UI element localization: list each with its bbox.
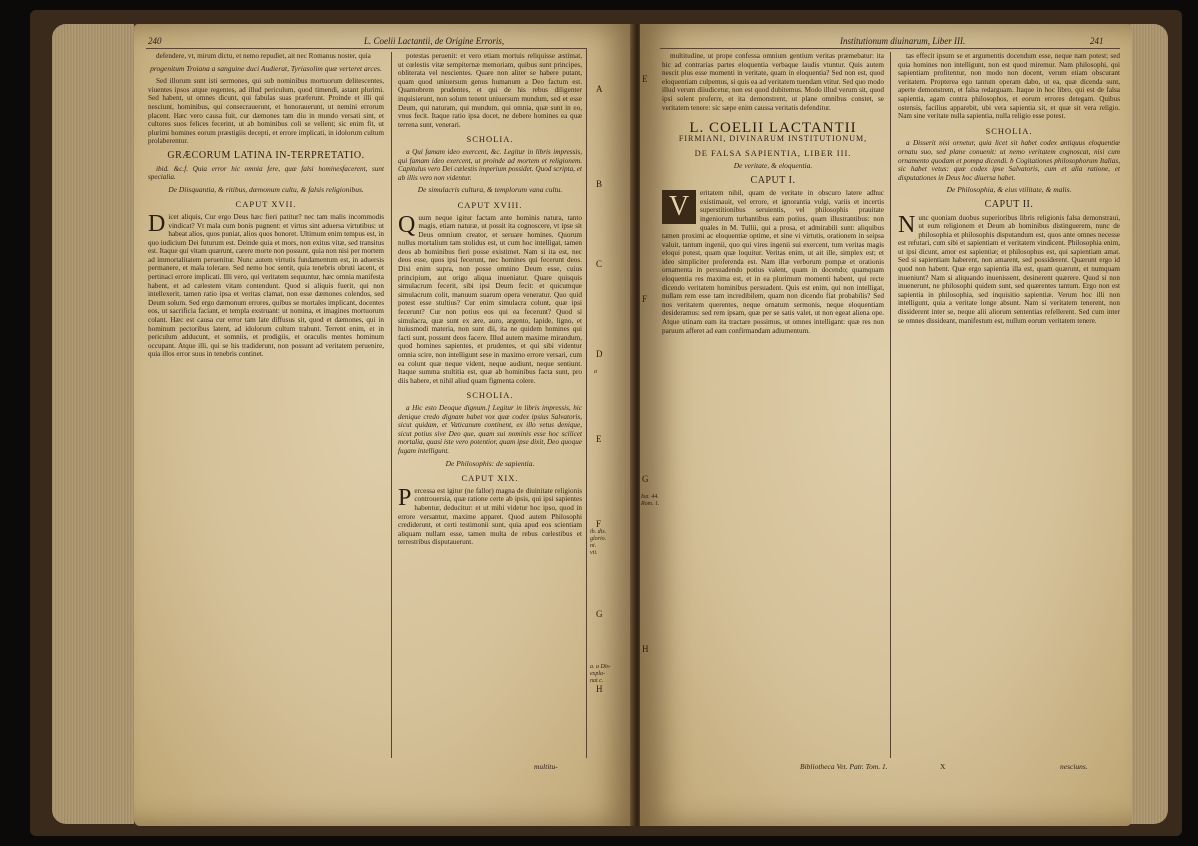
drop-cap: D (148, 210, 166, 237)
margin-letter: H (642, 644, 649, 654)
margin-note: a (594, 369, 597, 375)
chapter-body: Nunc quoniam duobus superioribus libris religionis falsa demonstraui, ut eum religionem et Deum ab hominibus distinguerem, nunc de philosophia et philosophis disputandum est, quos ante omnes necesse est refutari, cum sibi et sapientiam et veritatem vindicent. Philosophia enim, ut ipsi dicunt, amor est sapientiæ; et philosophus est, qui sapientiam amat. Sed si sapientiam haberent, non amarent, sed possiderent. Quærunt ergo id quod non habent. Quæ ergo sapientia illa est, quam quærunt, et numquam inueniunt? Nam si aliquando inuenissent, desinerent quærere. Quod si non inuenerunt, ne philosophi quidem sunt, sed quærentes tantum. Ergo non est sapientia in philosophia, sed inquisitio sapientiæ. Verum hoc illi non intelligunt, quia a veritate longe absunt. Nam si veritatem tenerent, non dissiderent inter se, neque alii aliorum sententias refellerent. Sed cum inter se omnes dissideant, manifestum est, nullum eorum veritatem tenere. (898, 211, 1120, 325)
running-head: L. Coelii Lactantii, de Origine Erroris, (364, 36, 505, 46)
chapter-heading: CAPUT XVII. (235, 199, 297, 210)
footer-signature-line: Bibliotheca Vet. Patr. Tom. 1. (800, 762, 888, 771)
head-rule (146, 48, 586, 49)
chapter-heading: CAPUT XIX. (461, 473, 519, 484)
margin-rule (586, 48, 587, 758)
drop-cap: Q (398, 211, 416, 238)
margin-letter: F (642, 294, 648, 304)
margin-note: Isa. 44. Rom. 1. (641, 494, 660, 507)
margin-letter: G (642, 474, 649, 484)
margin-letter: E (642, 74, 648, 84)
right-column-1 (662, 52, 884, 756)
margin-letter: B (596, 179, 603, 189)
left-page (134, 24, 636, 826)
paragraph: multitudine, ut prope confessa omnium gentium veritas præmebatur: ita hic ad contrarias partes eloquentia verbaque laudis vtuntur. Quis autem nescit plus esse momenti in veritate, quam in eloquentia? Sed non est, quod eloquentiam culpemus, si quis ea ad veritatem tuendam vtitur. Sed quo modo illud verum diiudicetur, non est quod dubitemus. Modo illud verum sit, quod ipsi solent proferre, et ita demonstrent, ut plane omnibus constet, se veritatem tenere: sic sæpe enim caussa veritatis defenditur. (662, 52, 884, 112)
right-page (640, 24, 1132, 826)
scholia-text: a Qui famam ideo exercent, &c. Legitur in libris impressis, qui famam ideo exercent, ut proinde ad mortem et religionem. Capitulus vero Dei cælestis imperium possidet. Quod scripta, et ab illis vero non videntur. (398, 147, 582, 182)
chapter-body: Quum neque igitur factam ante hominis natura, tanto magis, etiam naturæ, ut possit ita cognoscere, vt ipse sit Deus omnium creator, et seruare homines. Quorum nullus mortalium tam stolidus est, ut cum hoc intelligat, tamen deos ab hominibus fieri posse existimet. Nam si ita est, nec deos esse, quos ipsi fecerunt, nec homines qui fecerunt deos. Dixi enim supra, non posse omnino Deum esse, cuius principium, aut origo aliqua inueniatur. Quare quisquis simulacrum fecerit, sibi ipsi Deum fecit: et quicumque simulacrum colit, manuum suarum opera veneratur. Quo quid potest esse stultius? Cur enim simulacra colunt, quæ ipsi fecerunt? Cur non potius eos qui ea fecerunt? Quod si simulacra, quæ sunt ex ære, auro, argento, lapide, ligno, et huiusmodi materia, non sunt dii, ita ne quidem homines qui facti sunt, possunt deos facere. Illud autem maxime mirandum, quod homines sapientes, et prudentes, et qui sibi videntur omnia scire, non intelligunt sese in maximo errore versari, cum ea colunt quæ neque vident, neque audiunt, neque sentiunt. Itaque summa stultitia est, quæ ab hominibus facta sunt, pro diis habere, et nihil aliud quam figmenta colere. (398, 211, 582, 385)
page-number: 240 (148, 36, 162, 46)
ornamented-initial: V (662, 190, 696, 224)
book-title-sub: FIRMIANI, DIVINARUM INSTITUTIONUM, (678, 133, 868, 143)
right-column-2 (898, 52, 1120, 756)
margin-letter: C (596, 259, 603, 269)
scholia-note: ibid. &c.f. Quia error hic omnia fere, quæ falsi hominesfacerent, sunt specialia. (148, 164, 384, 182)
page-number: 241 (1090, 36, 1104, 46)
column-rule (890, 52, 891, 758)
page-edges-left (52, 24, 134, 824)
scholia-heading: SCHOLIA. (466, 390, 514, 401)
margin-letter: G (596, 609, 603, 619)
margin-letter: F (596, 519, 602, 529)
chapter-heading: CAPUT II. (984, 198, 1034, 210)
margin-note: ib. dis. glorio. ni. vii. (590, 529, 607, 556)
page-edges-right (1130, 24, 1168, 824)
chapter-subtitle: De veritate, & eloquentia. (733, 160, 813, 170)
paragraph: potestas peruenit: et vero etiam mortuis reliquisse æstimat, ut cœlestis vitæ sempiternæ memoriam, quibus sunt principes, obliterata vel nescientes. Quare non aliter se habere putant, quam quod uniuersum genus humanum a Deo factum est. Quamobrem prudentes, et qui de his rebus diligenter inquisierunt, non solum tenent uniuersum mundum, sed et esse Deum, qui naturam, qui mundum, qui omnia, quæ sunt in eo, vnus fecit. Itaque ratio ipsa docet, ne debere homines ea quæ terrena sunt, venerari. (398, 52, 582, 129)
drop-cap: N (898, 211, 916, 238)
column-rule (391, 52, 392, 758)
chapter-body: Percessa est igitur (ne fallor) magna de diuinitate religionis controuersia, quæ ratione certe ab ipsis, qui ipsi sapientes habentur, deducitur: et ut mihi videtur hoc ipso, quod in errore versantur, maxime apparet. Quod autem Philosophi crediderunt, et certi testimonii sunt, quia apud eos scientiam aliquam nullam esse, tamen multa de rebus cœlestibus et terrestribus disputauerunt. (398, 484, 582, 547)
chapter-body: Dicet aliquis, Cur ergo Deus hæc fieri patitur? nec tam malis incommodis vindicat? Vt mala cum bonis pugnent: et virtus sint aduersa virtutibus: ut habeat alios, quos puniat, alios quos honoret. Ultimum enim tempus est, in quo iudicium Dei futurum est. Deinde quia et mors, non exitus vitæ, sed transitus est. Itaque qui vitam quærunt, carere morte non possunt, quia non nisi per mortem ad immortalitatem peruenitur. Nunc autem virtutis fundamentum est, in aduersis permanere, et mala tolerare. Sed nemo hoc sentit, quia tenebris obruti iacent, et pertinaci errore implicati. Illi vero, qui veritatem sequuntur, hæc omnia manifesta habent, et ad cælestem vitam contendunt. Quod si aliquis fuerit, qui non intellexerit, tamen ratio ipsa et veritas clamat, non esse dæmones colendos, sed Deum solum. Sed ergo dæmonum errores, quibus se mortales implicant, docentes eos, ut sacrificia faciant, et templa exstruant: ut nomina, et imagines mortuorum colant. Hæc est causa cur error tam late diffusus sit, quod et dæmones, qui in hominum pectoribus latent, ad idolorum cultum trahunt. Terrent enim, et in periculum adducunt, et somniis, et prodigiis, et oraculis mentes hominum occupant. Atque illi, qui se his tradiderunt, non possunt ad veritatem peruenire, quia illos error suus in tenebris continet. (148, 210, 384, 359)
margin-letter: E (596, 434, 602, 444)
chapter-heading: CAPUT I. (750, 174, 796, 186)
liber-title: DE FALSA SAPIENTIA, LIBER III. (694, 148, 852, 159)
section-heading: GRÆCORUM LATINA IN-TERPRETATIO. (167, 149, 365, 161)
running-head: Institutionum diuinarum, Liber III. (840, 36, 966, 46)
head-rule (660, 48, 1120, 49)
scholia-heading: SCHOLIA. (985, 125, 1033, 136)
scholia-text: a Hic esto Deoque dignum.] Legitur in libris impressis, hic denique credo dignam habet vox quæ codex ipsius Salvatoris, sicut quidam, et Vaticanum continent, ex illo vetus denique, sicut potius sive Deo que, quam sui nominis esse hoc scilicet mortalia, quasi iste vero potentior, quam ipse dixit, Deo quoque fugam intelligunt. (398, 403, 582, 455)
left-column-1 (148, 52, 384, 756)
catchword: multitu- (534, 762, 558, 771)
paragraph: Sed illorum sunt isti sermones, qui sub nominibus mortuorum delitescentes, viuentes ipsos atque regentes, ad illud periculum, quod timendi, astant plurimi. Sed habent, ut omnes dicunt, qui fabulas suas præferunt. Proinde et illi qui nesciunt, hominibus, qui consecrauerunt, et honorauerunt, ut nemini errorum placent. Hæc vero causa fuit, cur dæmones tam diu in mundo versati sint, et cultores suos felices fecerint, ut ab hominibus coli se vellent; sic enim fit, ut plurimi homines eorum præstigiis decepti, et errore implicati, in idolorum cultum prolaberentur. (148, 77, 384, 146)
chapter-subtitle: De Diisquantia, & ritibus, dæmonum cultu, & falsis religionibus. (168, 184, 364, 194)
scholia-text: a Disserit nisi ornetur, quia licet sit habet codex antiquus eloquentiæ ornatu suo, sed plane conuenit: ut nemo veritatem cognoscat, nisi cum ornamento quodam et pompa dicendi. b Cogitationes philosophorum Italias, sic habet vetus: quæ codex ipse Salvatoris, cum et alia ratione, et disputationes in Deus hoc diuersa habet. (898, 139, 1120, 182)
drop-cap: P (398, 484, 412, 511)
chapter-heading: CAPUT XVIII. (457, 199, 523, 210)
chapter-subtitle: De Philosophia, & eius vtilitate, & malis. (946, 185, 1072, 195)
margin-letter: H (596, 684, 603, 694)
margin-letter: A (596, 84, 603, 94)
chapter-subtitle: De simulacris cultura, & templorum vana cultu. (417, 185, 563, 195)
margin-letter: D (596, 349, 603, 359)
book-spread (30, 10, 1182, 836)
left-column-2 (398, 52, 582, 756)
signature-mark: X (940, 762, 946, 771)
book-title: L. COELII LACTANTII (689, 120, 857, 137)
paragraph: tas effecit ipsum se et argumentis docendum esse, neque nam potest; sed quia homines non intelligunt, non est quod miremur. Nam philosophi, qui sapientiam profitentur, non modo non docent, verum etiam obscurant veritatem. Propterea ego tantum operam dabo, ut ea, quæ dicenda sunt, aperte demonstrem, et falsa redarguam. Itaque in hoc libro, qui est de falsa sapientia, agam contra philosophos, et eorum errores detegam. Quibus ostensis, facilius apparebit, ubi vera sapientia sit, et quæ sit vera religio. Nam sine veritate nulla sapientia, nulla religio esse potest. (898, 52, 1120, 121)
scholia-heading: SCHOLIA. (466, 134, 514, 145)
chapter-body: V eritatem nihil, quam de veritate in obscuro latere adhuc existimauit, vel errore, et ignorantia vulgi, variis et incertis superstitionibus seruientis, vel philosophis prauitate ingeniorum turbantibus eam potius, quam illustrantibus: non quales in M. Tullii, qui a prosa, et admirabili sunt: aliquibus tamen proximi ac eloquentiæ optime, et sine vi virtutis, orationem in seipsa valuit, tantum ingenii, quo qui vires ingenii sui exercent, tum veritas magis eloqui potest, quam quæ loquitur. Veritas enim, ut ait ille, simplex est; et ideo simpliciter proferenda est. Nam illæ verborum pompæ et orationis ornamenta in persuadendo potius valent, quam in docendo; quamquam eloquentia res maxima est, et in ea plurimum momenti habent, qui recte dicendo veritatem hominibus persuadent. Quis est enim, qui non intelligat, nullam rem esse tam incredibilem, quam non dicendo fiat probabilis? Sed nos veritatem querentes, neque ornatum sermonis, neque eloquentiam desideramus: sed rem ipsam, quæ per se satis valet, ut non egeat aliena ope. Atque utinam eam ita tractare possimus, ut omnes intelligant: quæ res non paruum afferet ad eam confirmandam adiumentum. (662, 189, 884, 335)
verse: progenitum Troiana a sanguine duci Audierat, Tyriasolim quæ verteret arces. (150, 63, 382, 73)
chapter-subtitle: De Philosophis: de sapientia. (445, 458, 535, 468)
catchword: nesciuns. (1060, 762, 1088, 771)
paragraph: defendere, vt, mirum dictu, et nemo repudiet, ait nec Romanus noster, quia (156, 52, 371, 60)
margin-note: a. a Dis- expla- nat c. (590, 664, 611, 684)
